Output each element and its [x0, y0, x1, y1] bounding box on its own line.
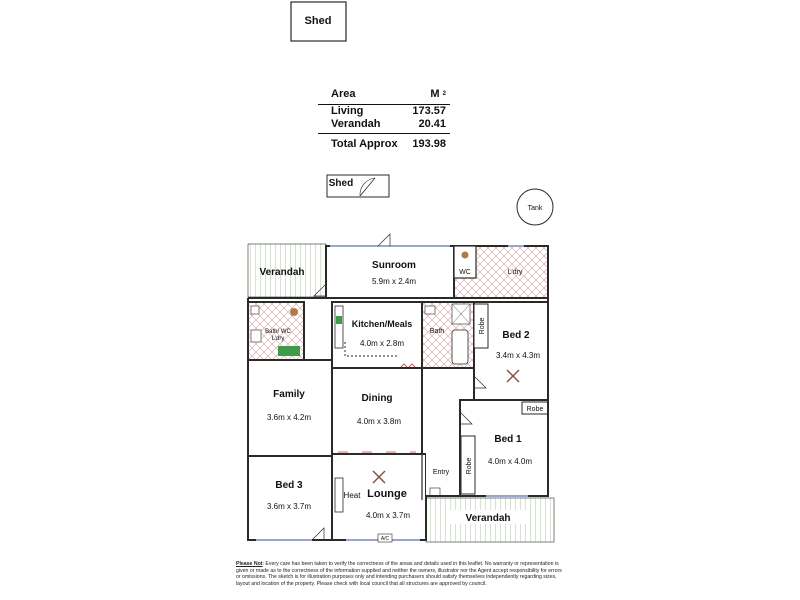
dining-outline [332, 368, 422, 454]
sunroom-label: Sunroom [372, 260, 416, 271]
area-row-verandah [318, 118, 450, 131]
sunroom-outline [326, 246, 454, 298]
robe-bed1-top-label: Robe [526, 406, 544, 413]
kitchen-outline [332, 302, 422, 368]
wc-toilet-icon [462, 252, 469, 259]
lounge-dim: 4.0m x 3.7m [365, 511, 411, 520]
area-row-value: 20.41 [418, 118, 446, 130]
dining-label: Dining [361, 393, 393, 404]
heat-label: Heat [343, 491, 361, 500]
kitchen-bench [335, 306, 343, 348]
wc-label: WC [459, 269, 471, 276]
entry-outline [426, 400, 460, 496]
entry-label: Entry [432, 469, 450, 476]
heat-box [335, 478, 343, 512]
bed2-label: Bed 2 [502, 330, 530, 341]
bath-wc-ldry-label-1: Bath/ WC [265, 329, 291, 335]
area-table [318, 86, 450, 151]
unit-label: M [430, 88, 440, 100]
area-total-label: Total Approx [331, 138, 398, 150]
family-label: Family [273, 389, 305, 400]
robe-bed2-label: Robe [479, 317, 486, 335]
disclaimer-text: : Every care has been taken to verify the correctness of the areas and details used in this leaflet. No warranty or representation is given or made as to the correctness of the information supplied and neither the owners, illustrator nor the Agent accept responsibility for errors or omissions. The sketch is for illustration purposes only and intending purchasers should satisfy themselves independently regarding sizes, layout and location of the property. Please check with local council that all structures are approved by council. [236, 561, 562, 587]
disclaimer-please-note: Please Not [236, 561, 263, 567]
area-row-label: Living [331, 105, 364, 117]
lounge-label: Lounge [367, 488, 407, 500]
bed1-label: Bed 1 [494, 434, 522, 445]
kitchen-sink-icon [336, 316, 342, 324]
area-row-value: 173.57 [412, 105, 446, 117]
bath-label: Bath [429, 328, 445, 335]
basin-mid-icon [425, 306, 435, 314]
sunroom-dim: 5.9m x 2.4m [371, 277, 417, 286]
bed3-outline [248, 456, 332, 540]
shed-top-label: Shed [304, 15, 332, 27]
area-col-label: Area [331, 88, 356, 100]
verandah-bottom-label: Verandah [465, 513, 511, 524]
bed2-dim: 3.4m x 4.3m [495, 351, 541, 360]
family-outline [248, 360, 332, 456]
area-row-living [318, 105, 450, 118]
bath-wc-ldry-label-2: L'dry [271, 336, 285, 342]
bathtub-icon [452, 330, 468, 364]
kitchen-dim: 4.0m x 2.8m [359, 339, 405, 348]
area-col-unit [430, 88, 446, 101]
bath-fixture-icon [278, 346, 300, 356]
entry-door [430, 488, 440, 496]
shed-small-label: Shed [328, 178, 354, 189]
tank-label: Tank [527, 205, 543, 212]
kitchen-label: Kitchen/Meals [351, 319, 413, 329]
verandah-left-label: Verandah [259, 267, 305, 278]
ac-label: A/C [380, 536, 390, 542]
toilet-icon [290, 308, 298, 316]
family-dim: 3.6m x 4.2m [266, 413, 312, 422]
unit-sup: 2 [442, 91, 446, 97]
shower-icon [251, 330, 261, 342]
dining-dim: 4.0m x 3.8m [356, 417, 402, 426]
bed1-dim: 4.0m x 4.0m [487, 457, 533, 466]
basin-icon [251, 306, 259, 314]
bed3-label: Bed 3 [275, 480, 303, 491]
bed3-dim: 3.6m x 3.7m [266, 502, 312, 511]
area-row-label: Verandah [331, 118, 381, 130]
ldry-label: L'dry [507, 269, 523, 276]
area-total-value: 193.98 [412, 138, 446, 150]
area-table-header [318, 86, 450, 105]
robe-bed1-side-label: Robe [466, 457, 473, 475]
area-row-total [318, 133, 450, 151]
disclaimer [236, 561, 566, 587]
